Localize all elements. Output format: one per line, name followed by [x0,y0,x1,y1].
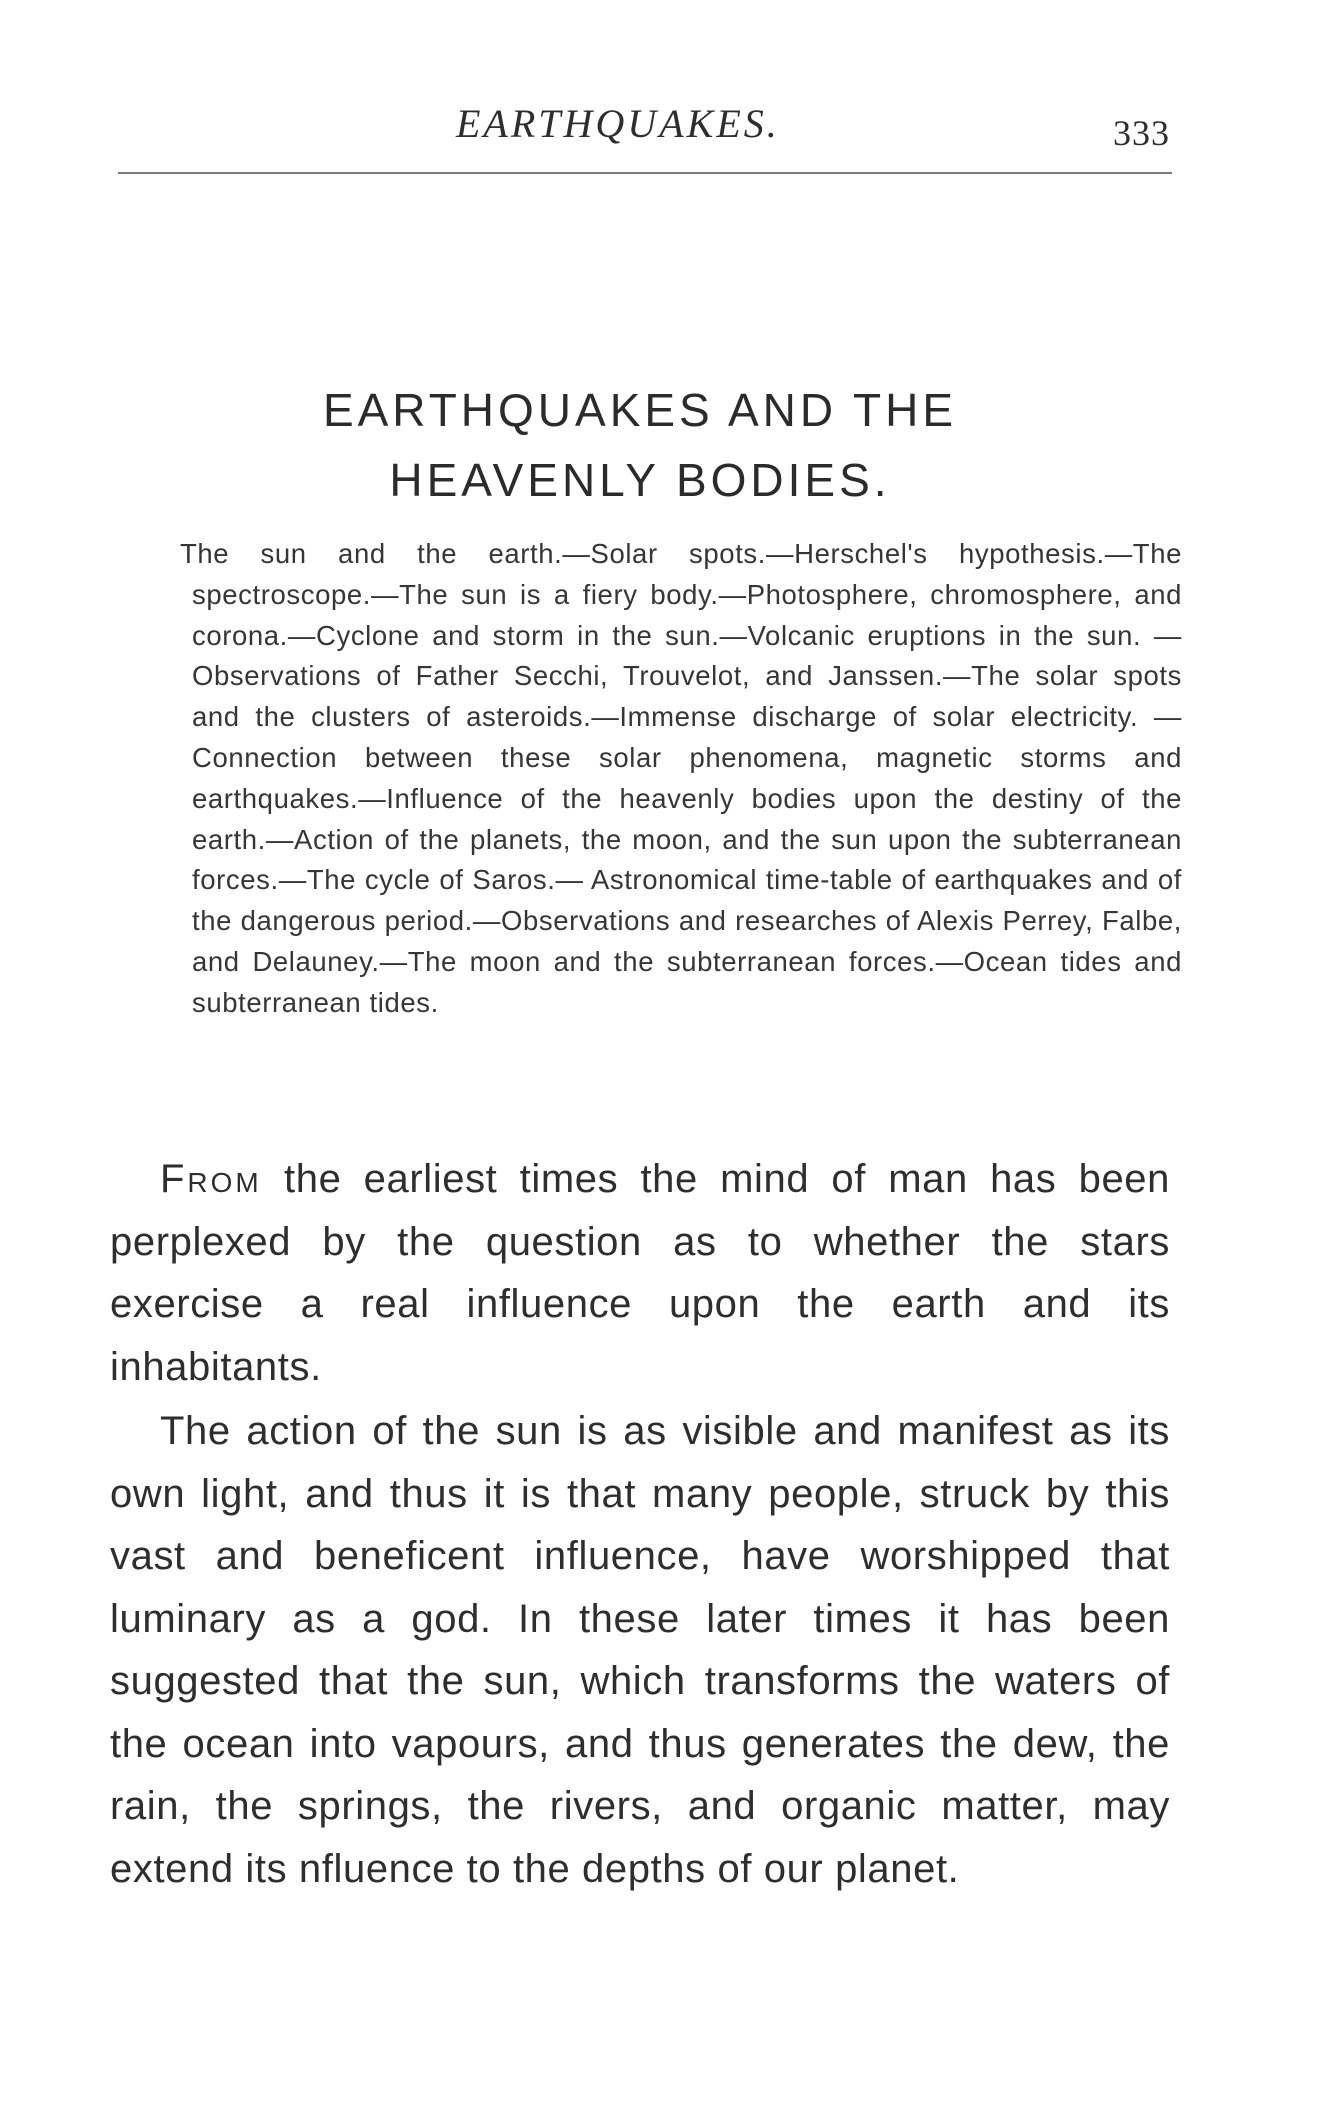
running-title: EARTHQUAKES. [456,101,780,146]
paragraph-1-text: the earliest times the mind of man has been perplexed by the question as to whether the stars exercise a real influence upon the earth and its inhabitants. [110,1157,1170,1389]
paragraph-2: The action of the sun is as visible and manifest as its own light, and thus it is that many people, struck by this vast and beneficent influence, have worshipped that luminary as a god. In these later times it has been suggested that the sun, which transforms the waters of the ocean into vapours, and thus generates the dew, the rain, the springs, the rivers, and organic matter, may extend its nfluence to the depths of our planet. [110,1409,1170,1891]
body-text [110,1148,1170,1900]
chapter-title-line-1: EARTHQUAKES AND THE [322,384,958,436]
running-head [0,100,1330,160]
page-number: 333 [1113,113,1170,153]
chapter-title [100,375,1180,515]
chapter-title-line-2: HEAVENLY BODIES. [389,454,891,506]
paragraph-1-lead-word: From [160,1157,262,1201]
chapter-synopsis: The sun and the earth.—Solar spots.—Herschel's hypothesis.—The spectroscope.—The sun is a fiery body.—Photosphere, chromosphere, and corona.—Cyclone and storm in the sun.—Volcanic eruptions in the sun. — Observations of Father Secchi, Trouvelot, and Janssen.—The solar spots and the clusters of asteroids.—Immense discharge of solar electricity. —Connection between these solar phenomena, magnetic storms and earthquakes.—Influence of the heavenly bodies upon the destiny of the earth.—Action of the planets, the moon, and the sun upon the subterranean forces.—The cycle of Saros.— Astronomical time-table of earthquakes and of the dangerous period.—Observations and researches of Alexis Perrey, Falbe, and Delauney.—The moon and the subterranean forces.—Ocean tides and subterranean tides. [180,538,1182,1018]
paragraph-1 [110,1148,1170,1398]
header-rule [118,172,1172,174]
